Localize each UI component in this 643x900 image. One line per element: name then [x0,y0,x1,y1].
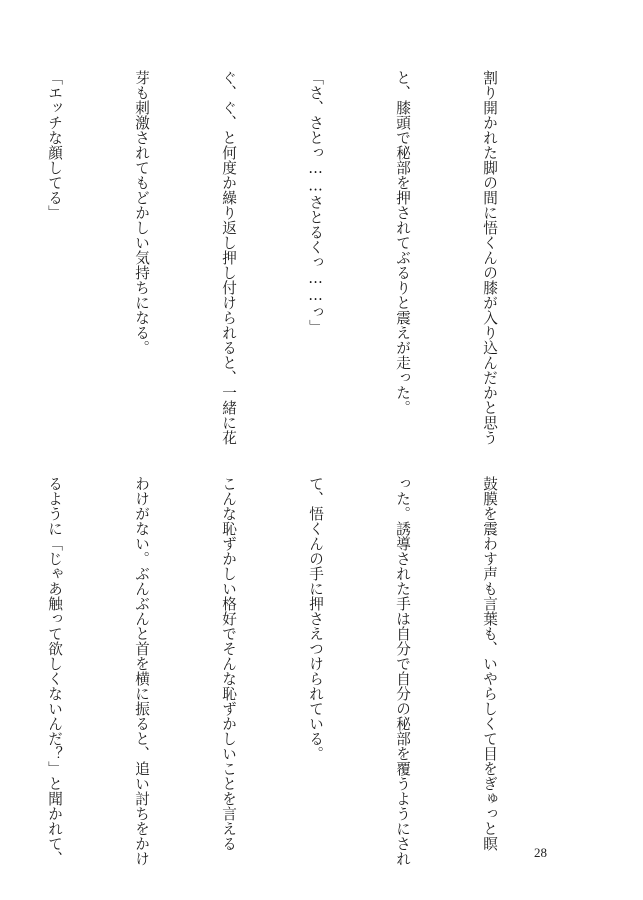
text-line: て、悟くんの手に押さえつけられている。 [307,476,324,761]
text-line: るように「じゃあ触って欲しくないんだ？」と聞かれて、 [46,476,63,866]
page-number: 28 [534,845,547,860]
text-line: った。誘導された手は自分で自分の秘部を覆うようにされ [394,476,411,866]
text-line: こんな恥ずかしい格好でそんな恥ずかしいことを言える [220,476,237,851]
text-line: 芽も刺激されてもどかしい気持ちになる。 [133,70,150,355]
text-line: と、膝頭で秘部を押されてぶるりと震えが走った。 [394,70,411,415]
text-line: 割り開かれた脚の間に悟くんの膝が入り込んだかと思う [481,70,498,445]
text-line: 「エッチな顔してる」 [46,70,63,220]
text-line: わけがない。ぶんぶんと首を横に振ると、追い討ちをかけ [133,476,150,866]
text-line: ぐ、ぐ、と何度か繰り返し押し付けられると、一緒に花 [220,70,237,445]
text-line: 「さ、さとっ……さとるくっ……っ」 [307,70,324,335]
text-line: 鼓膜を震わす声も言葉も、いやらしくて目をぎゅっと瞑 [481,476,498,851]
upper-text-block [46,70,562,450]
